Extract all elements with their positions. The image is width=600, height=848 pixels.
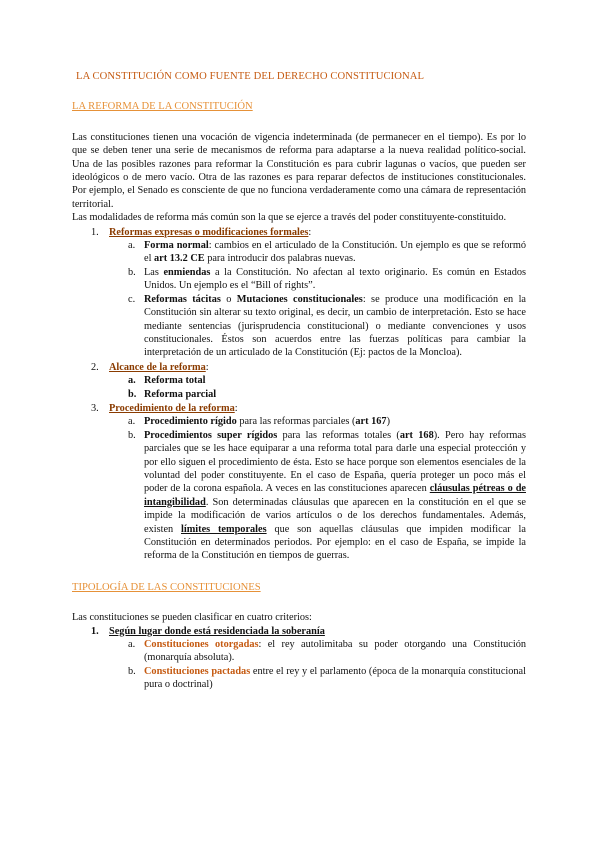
bold-underlined-term: límites temporales — [181, 523, 267, 535]
list-number: 1. — [91, 226, 99, 238]
sub-letter: a. — [128, 240, 136, 252]
bold-term: Mutaciones constitucionales — [236, 293, 363, 305]
bold-term: Forma normal — [144, 240, 209, 252]
highlighted-term: Constituciones otorgadas — [144, 639, 259, 651]
bold-term: Reforma total — [144, 375, 206, 387]
sub-text: ). Pero hay reformas parciales que se les hace equiparar a una reforma total para darle una especial protección y por ello siguen el procedimiento de ésta. Esto se hace porque son elementos esenciales de la voluntad del poder constituyente. En el caso de España, quería proteger un poco más el poder de la corona española. A veces en las constituciones aparecen — [144, 429, 526, 495]
sub-item-reforma-total — [72, 374, 526, 387]
bold-underlined-term: cláusulas pétreas o de intangibilidad — [144, 483, 526, 508]
sub-text: : cambios en el articulado de la Constitución. Un ejemplo es que se reformó el — [144, 240, 527, 265]
list-suffix: : — [234, 402, 238, 414]
sub-item-procedimientos-super-rigidos — [72, 429, 526, 563]
sub-text: para introducir dos palabras nuevas. — [204, 253, 356, 265]
paragraph-criterios: Las constituciones se pueden clasificar en cuatro criterios: — [72, 612, 312, 624]
sub-item-procedimiento-rigido — [72, 415, 526, 428]
sub-item-forma-normal — [72, 239, 526, 266]
section-heading-reforma: LA REFORMA DE LA CONSTITUCIÓN — [72, 101, 253, 113]
sub-text: . Son determinadas cláusulas que aparecen en la constitución en el que se impide la modificación de varios artículos o de los derechos fundamentales. Además, existen — [144, 496, 526, 535]
sub-item-constituciones-pactadas — [72, 665, 526, 692]
list-number: 3. — [91, 402, 99, 414]
list-suffix: : — [205, 361, 209, 373]
list-label: Reformas expresas o modificaciones formales — [109, 226, 309, 238]
sub-text: para las reformas totales ( — [277, 429, 400, 441]
sub-text: : el rey autolimitaba su poder otorgando una Constitución (monarquía absoluta). — [144, 639, 526, 664]
bold-term: art 168 — [399, 429, 434, 441]
bold-term: Reforma parcial — [144, 388, 217, 400]
sub-text: : se produce una modificación en la Constitución sin alterar su texto original, es decir, un cambio de interpretación. Esto se hace mediante sentencias (jurisprudencia constitucional) o mediante convenciones y usos constitucionales. Éstos son acuerdos entre las fuerzas políticas para cambiar la interpretación de un articulado de la Constitución (Ej: pactos de la Moncloa). — [144, 293, 526, 359]
bold-term: Procedimientos super rígidos — [144, 429, 278, 441]
sub-text: entre el rey y el parlamento (época de la monarquía constitucional pura o doctrinal) — [144, 665, 526, 691]
list-suffix: : — [308, 226, 312, 238]
list-label: Alcance de la reforma — [109, 361, 206, 373]
list-label: Procedimiento de la reforma — [109, 402, 235, 414]
sub-letter: b. — [128, 429, 136, 441]
sub-item-reformas-tacitas — [72, 293, 526, 360]
list-number: 2. — [91, 361, 99, 373]
sub-text: para las reformas parciales ( — [236, 416, 356, 428]
list-label: Según lugar donde está residenciada la soberanía — [109, 625, 325, 637]
bold-term: art 13.2 CE — [154, 253, 205, 265]
bold-term: Reformas tácitas — [144, 293, 221, 305]
sub-letter: b. — [128, 665, 136, 677]
paragraph-modalidades: Las modalidades de reforma más común son la que se ejerce a través del poder constituyente-constituido. — [72, 212, 507, 224]
paragraph-intro: Las constituciones tienen una vocación de vigencia indeterminada (de permanecer en el tiempo). Es por lo que se deben tener una serie de mecanismos de reforma para adaptarse a la nueva realidad político-social. Una de las posibles razones para reformar la Constitución es para cubrir lagunas o vacíos, que pueden ser ideológicos o de mero vacío. Otra de las razones es para reparar defectos de instituciones constitucionales. Por ejemplo, el Senado es consciente de que no funciona verdaderamente como una cámara de representación territorial. — [72, 131, 526, 210]
list-item-alcance — [72, 361, 526, 374]
section-heading-tipologia: TIPOLOGÍA DE LAS CONSTITUCIONES — [72, 581, 261, 593]
sub-item-constituciones-otorgadas — [72, 638, 526, 665]
highlighted-term: Constituciones pactadas — [144, 665, 251, 677]
bold-term: enmiendas — [163, 266, 211, 278]
sub-letter: a. — [128, 375, 136, 387]
bold-term: Procedimiento rígido — [144, 416, 237, 428]
sub-text: que son aquellas cláusulas que impiden modificar la Constitución en determinados periodos. Por ejemplo: en el caso de España, se impide la reforma de la Constitución en tiempos de guerras. — [144, 523, 526, 562]
list-item-reformas-expresas — [72, 226, 526, 239]
sub-text: o — [220, 293, 237, 305]
sub-text: ) — [386, 416, 391, 428]
sub-item-reforma-parcial — [72, 388, 526, 401]
list-item-soberania — [72, 625, 526, 638]
sub-letter: b. — [128, 266, 136, 278]
sub-letter: b. — [128, 388, 137, 400]
list-number: 1. — [91, 625, 99, 637]
document-page — [72, 70, 526, 692]
sub-text: Las — [144, 266, 164, 278]
sub-letter: a. — [128, 416, 136, 428]
sub-letter: c. — [128, 293, 136, 305]
document-title: LA CONSTITUCIÓN COMO FUENTE DEL DERECHO CONSTITUCIONAL — [76, 71, 425, 82]
sub-item-enmiendas — [72, 266, 526, 293]
sub-letter: a. — [128, 639, 136, 651]
list-item-procedimiento — [72, 402, 526, 415]
sub-text: a la Constitución. No afectan al texto originario. Es común en Estados Unidos. Un ejemplo es el “Bill of rights”. — [144, 266, 527, 292]
bold-term: art 167 — [355, 416, 387, 428]
